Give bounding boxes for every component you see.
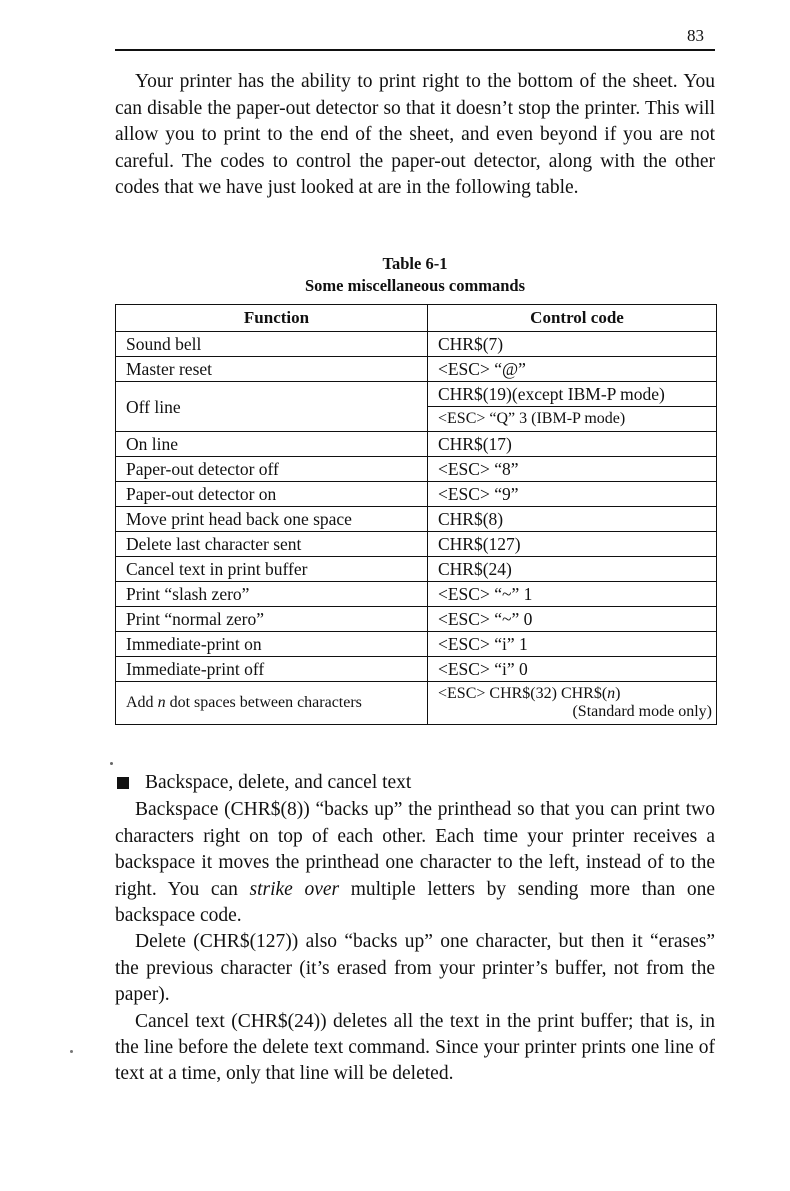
function-cell: Immediate-print on bbox=[116, 632, 428, 657]
table-row bbox=[116, 332, 717, 357]
function-cell: Sound bell bbox=[116, 332, 428, 357]
code-cell: <ESC> “i” 0 bbox=[428, 657, 717, 682]
table-row bbox=[116, 657, 717, 682]
function-cell: Paper-out detector on bbox=[116, 482, 428, 507]
table-row bbox=[116, 682, 717, 725]
function-cell: Print “normal zero” bbox=[116, 607, 428, 632]
function-text-post: dot spaces between characters bbox=[165, 694, 362, 711]
commands-table bbox=[115, 304, 717, 725]
function-cell bbox=[116, 682, 428, 725]
table-row bbox=[116, 482, 717, 507]
code-cell: <ESC> “@” bbox=[428, 357, 717, 382]
table-row bbox=[116, 557, 717, 582]
paragraph-cancel: Cancel text (CHR$(24)) deletes all the text in the print buffer; that is, in the line before the delete text command. Since your printer prints one line of text at a time, only that line will be deleted. bbox=[115, 1010, 715, 1085]
table-caption-number: Table 6-1 bbox=[382, 254, 448, 273]
code-text-italic: n bbox=[607, 685, 616, 702]
code-text-pre: <ESC> CHR$(32) CHR$( bbox=[438, 685, 608, 702]
table-row bbox=[116, 457, 717, 482]
function-cell: Master reset bbox=[116, 357, 428, 382]
intro-paragraph: Your printer has the ability to print right to the bottom of the sheet. You can disable the paper-out detector so that it doesn’t stop the printer. This will allow you to print to the end of the sheet, and even beyond if you are not careful. The codes to control the paper-out detector, along with the other codes that we have just looked at are in the following table. bbox=[115, 71, 715, 199]
function-cell: Delete last character sent bbox=[116, 532, 428, 557]
code-cell: CHR$(7) bbox=[428, 332, 717, 357]
code-cell: <ESC> “Q” 3 (IBM-P mode) bbox=[428, 407, 717, 432]
function-cell: Move print head back one space bbox=[116, 507, 428, 532]
code-note: (Standard mode only) bbox=[572, 703, 712, 720]
code-cell: CHR$(127) bbox=[428, 532, 717, 557]
square-bullet-icon bbox=[117, 777, 129, 789]
table-row bbox=[116, 507, 717, 532]
table-row bbox=[116, 532, 717, 557]
paragraph-backspace-italic: strike over bbox=[249, 878, 340, 900]
paragraph-backspace bbox=[115, 797, 715, 929]
header-rule bbox=[115, 49, 715, 51]
table-row bbox=[116, 357, 717, 382]
function-cell: Cancel text in print buffer bbox=[116, 557, 428, 582]
section-heading-text: Backspace, delete, and cancel text bbox=[145, 772, 412, 793]
function-text-italic: n bbox=[157, 694, 166, 711]
paragraph-backspace-pre: Backspace (CHR$(8)) “backs up” the printhead so that you can print two characters right on top of each other. Each time your printer receives a backspace it moves the printhead one character to the left, instead of to the right. You can bbox=[115, 799, 715, 900]
header-function: Function bbox=[116, 305, 428, 332]
function-text-pre: Add bbox=[126, 694, 158, 711]
paragraph-delete: Delete (CHR$(127)) also “backs up” one character, but then it “erases” the previous character (it’s erased from your printer’s buffer, not from the paper). bbox=[115, 931, 715, 1006]
section-heading bbox=[115, 770, 715, 796]
table-row bbox=[116, 582, 717, 607]
stray-mark bbox=[70, 1050, 73, 1053]
table-caption-title: Some miscellaneous commands bbox=[305, 276, 525, 295]
code-cell: CHR$(8) bbox=[428, 507, 717, 532]
table-row bbox=[116, 432, 717, 457]
table-header-row bbox=[116, 305, 717, 332]
function-cell: Print “slash zero” bbox=[116, 582, 428, 607]
stray-mark bbox=[110, 762, 113, 765]
code-cell: CHR$(17) bbox=[428, 432, 717, 457]
code-cell: <ESC> “9” bbox=[428, 482, 717, 507]
page-number: 83 bbox=[687, 26, 704, 45]
backspace-section bbox=[115, 770, 715, 1088]
code-cell: <ESC> “i” 1 bbox=[428, 632, 717, 657]
code-cell: <ESC> “~” 0 bbox=[428, 607, 717, 632]
function-cell: Off line bbox=[116, 382, 428, 432]
table-row bbox=[116, 607, 717, 632]
code-cell: <ESC> “8” bbox=[428, 457, 717, 482]
code-cell: CHR$(19)(except IBM-P mode) bbox=[428, 382, 717, 407]
table-row bbox=[116, 632, 717, 657]
table-row bbox=[116, 382, 717, 407]
code-cell: CHR$(24) bbox=[428, 557, 717, 582]
code-text-post: ) bbox=[615, 685, 621, 702]
function-cell: Paper-out detector off bbox=[116, 457, 428, 482]
code-cell: <ESC> “~” 1 bbox=[428, 582, 717, 607]
table-caption bbox=[115, 253, 715, 297]
function-cell: Immediate-print off bbox=[116, 657, 428, 682]
function-cell: On line bbox=[116, 432, 428, 457]
paragraph-backspace-post: multiple letters by sending more than one backspace code. bbox=[115, 878, 715, 927]
header-control-code: Control code bbox=[428, 305, 717, 332]
code-cell bbox=[428, 682, 717, 725]
